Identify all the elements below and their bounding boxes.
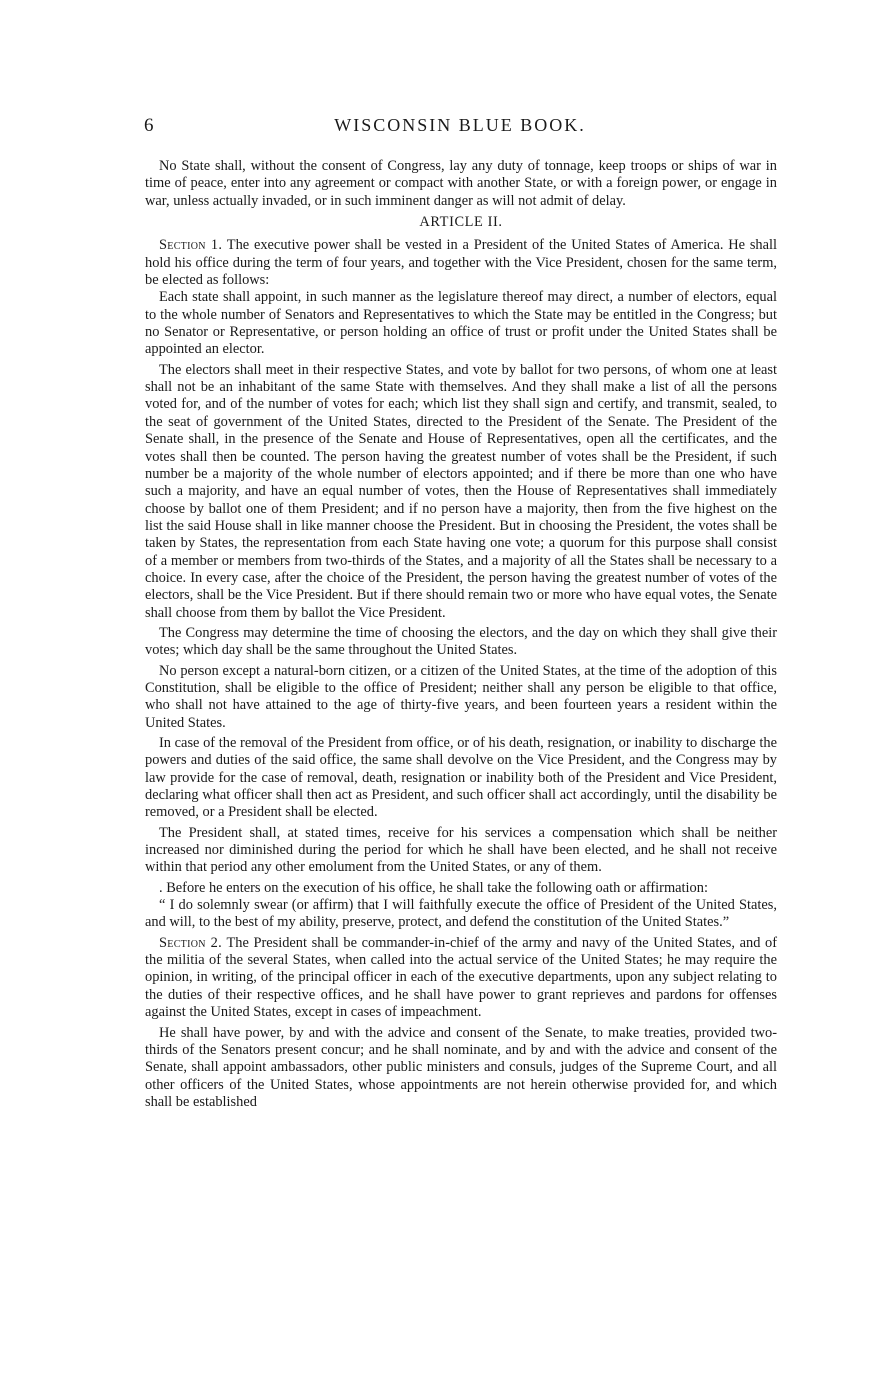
paragraph-state-restrictions: No State shall, without the consent of Congress, lay any duty of tonnage, keep troops or ships of war in time of peace, enter into any agreement or compact with another State, or with a foreign power, or engage in war, unless actually invaded, or in such imminent danger as will not admit of delay. — [145, 158, 777, 209]
section-1-paragraph — [145, 237, 777, 289]
section-2-paragraph — [145, 935, 777, 1022]
paragraph-election-timing: The Congress may determine the time of choosing the electors, and the day on which they shall give their votes; which day shall be the same throughout the United States. — [145, 624, 777, 659]
section-2-text: The President shall be commander-in-chief of the army and navy of the United States, and of the militia of the several States, when called into the actual service of the United States; he may require the opinion, in writing, of the principal officer in each of the executive departments, upon any subject relating to the duties of their respective offices, and he shall have power to grant reprieves and pardons for offenses against the United States, except in cases of impeachment. — [145, 934, 777, 1021]
article-heading: ARTICLE II. — [419, 214, 503, 231]
paragraph-treaties: He shall have power, by and with the advice and consent of the Senate, to make treaties, provided two-thirds of the Senators present concur; and he shall nominate, and by and with the advice and consent of the Senate, shall appoint ambassadors, other public ministers and consuls, judges of the Supreme Court, and all other officers of the United States, whose appointments are not herein otherwise provided for, and which shall be established — [145, 1024, 777, 1110]
page-header — [144, 115, 776, 145]
paragraph-electors-appointment: Each state shall appoint, in such manner as the legislature thereof may direct, a number of electors, equal to the whole number of Senators and Representatives to which the State may be entitled in the Congress; but no Senator or Representative, or person holding an office of trust or profit under the United States shall be appointed an elector. — [145, 289, 777, 358]
section-1-text: The executive power shall be vested in a President of the United States of America. He shall hold his office during the term of four years, and together with the Vice President, chosen for the same term, be elected as follows: — [145, 237, 777, 289]
page-number: 6 — [144, 115, 154, 136]
running-title: WISCONSIN BLUE BOOK. — [334, 115, 586, 135]
paragraph-eligibility: No person except a natural-born citizen, or a citizen of the United States, at the time of the adoption of this Constitution, shall be eligible to the office of President; neither shall any person be eligible to that office, who shall not have attained to the age of thirty-five years, and been fourteen years a resident within the United States. — [145, 662, 777, 731]
section-1-label: Section 1. — [159, 237, 223, 254]
paragraph-succession: In case of the removal of the President from office, or of his death, resignation, or inability to discharge the powers and duties of the said office, the same shall devolve on the Vice President, and the Congress may by law provide for the case of removal, death, resignation or inability both of the President and Vice President, declaring what officer shall then act as President, and such officer shall act accordingly, until the disability be removed, or a President shall be elected. — [145, 735, 777, 821]
paragraph-electors-meeting: The electors shall meet in their respective States, and vote by ballot for two persons, of whom one at least shall not be an inhabitant of the same State with themselves. And they shall make a list of all the persons voted for, and of the number of votes for each; which list they shall sign and certify, and transmit, sealed, to the seat of government of the United States, directed to the President of the Senate. The President of the Senate shall, in the presence of the Senate and House of Representatives, open all the certificates, and the votes shall then be counted. The person having the greatest number of votes shall be the President, if such number be a majority of the whole number of electors appointed; and if there be more than one who have such a majority, and have an equal number of votes, then the House of Representatives shall immediately choose by ballot one of them President; and if no person have a majority, then from the five highest on the list the said House shall in like manner choose the President. But in choosing the President, the votes shall be taken by States, the representation from each State having one vote; a quorum for this purpose shall consist of a member or members from two-thirds of the States, and a majority of all the States shall be necessary to a choice. In every case, after the choice of the President, the person having the greatest number of votes of the electors, shall be the Vice President. But if there should remain two or more who have equal votes, the Senate shall choose from them by ballot the Vice President. — [145, 361, 777, 621]
paragraph-compensation: The President shall, at stated times, receive for his services a compensation which shall be neither increased nor diminished during the period for which he shall have been elected, and he shall not receive within that period any other emolument from the United States, or any of them. — [145, 824, 777, 876]
paragraph-oath: “ I do solemnly swear (or affirm) that I will faithfully execute the office of President of the United States, and will, to the best of my ability, preserve, protect, and defend the constitution of the United States.” — [145, 897, 777, 931]
section-2-label: Section 2. — [159, 934, 223, 951]
paragraph-oath-intro: . Before he enters on the execution of his office, he shall take the following oath or affirmation: — [159, 879, 708, 896]
page-body — [145, 158, 777, 1111]
